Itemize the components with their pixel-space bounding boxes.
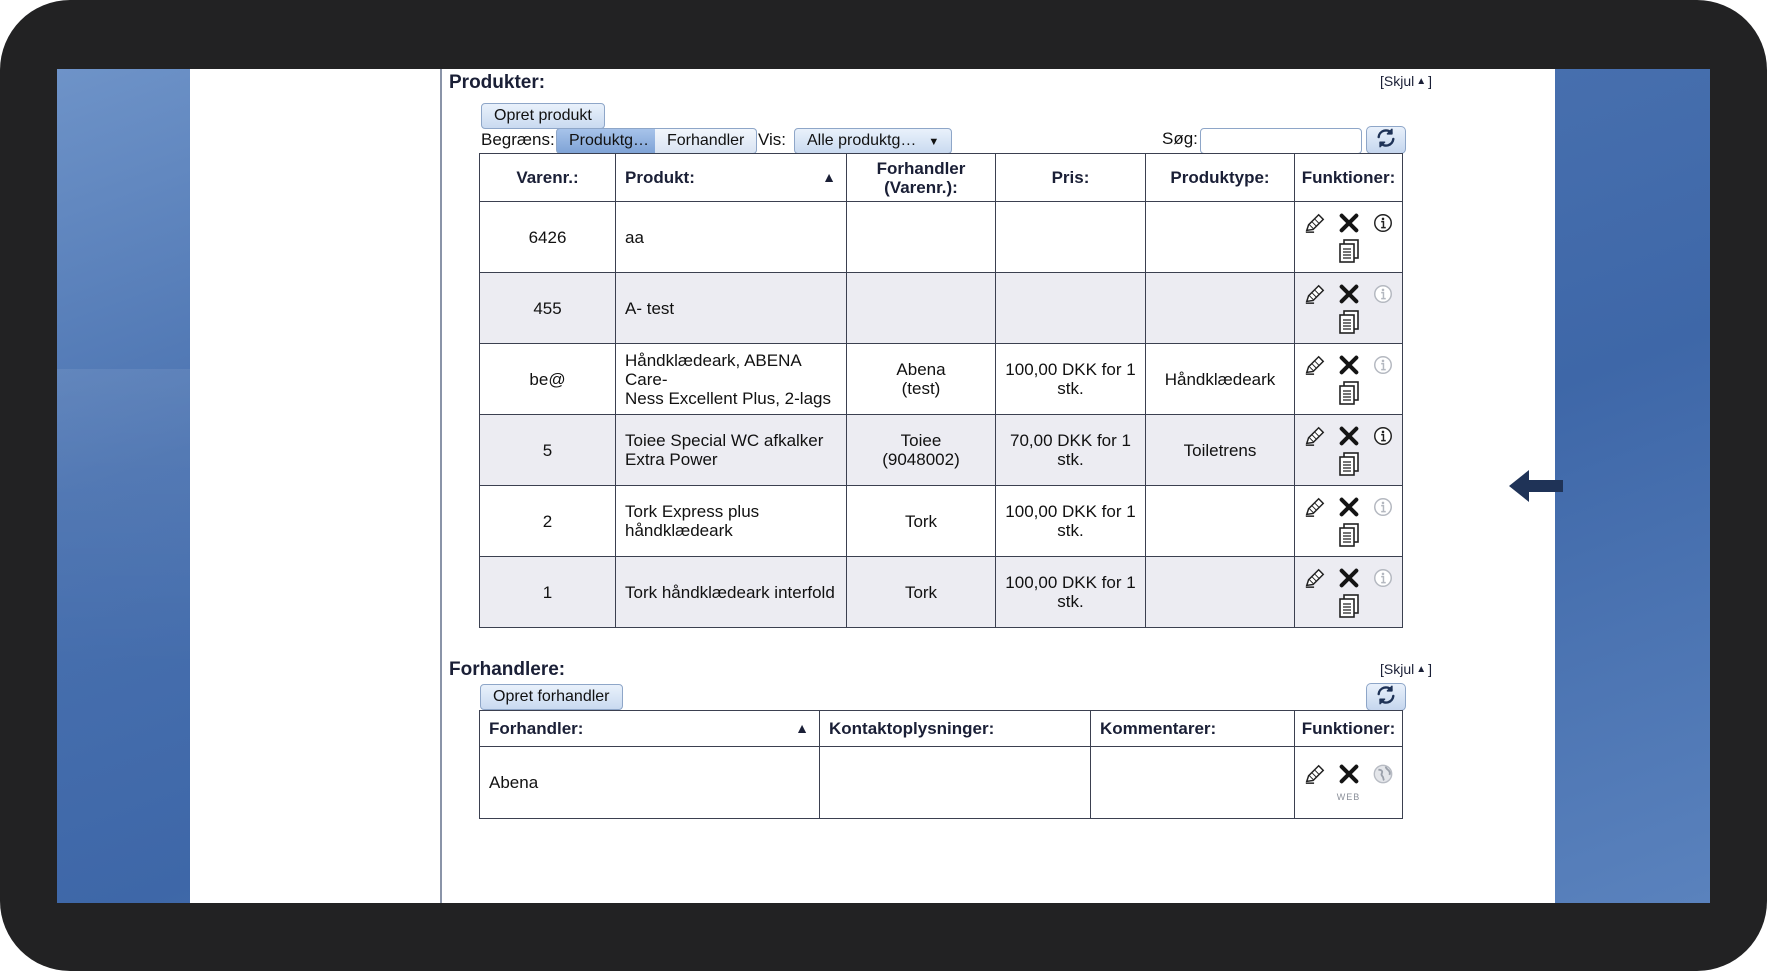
row-produktype: Toiletrens bbox=[1146, 415, 1295, 486]
delete-icon[interactable] bbox=[1337, 353, 1361, 377]
row-produktype bbox=[1146, 486, 1295, 557]
col-produkt[interactable] bbox=[616, 154, 847, 202]
limit-dealer[interactable]: Forhandler bbox=[655, 128, 757, 154]
view-select[interactable] bbox=[794, 128, 952, 154]
row-varenr: 5 bbox=[480, 415, 616, 486]
delete-icon[interactable] bbox=[1337, 282, 1361, 306]
row-varenr: 6426 bbox=[480, 202, 616, 273]
col-dealer-funktioner: Funktioner: bbox=[1295, 711, 1403, 747]
dealers-table bbox=[479, 710, 1403, 819]
info-icon[interactable] bbox=[1371, 282, 1395, 306]
col-produkt-label: Produkt: bbox=[625, 168, 695, 187]
sort-ascending-icon: ▲ bbox=[795, 720, 809, 736]
search-input[interactable] bbox=[1200, 128, 1362, 154]
desktop-background bbox=[57, 69, 1710, 903]
row-pris-line1: 100,00 DKK for 1 bbox=[1005, 573, 1136, 592]
row-produkt bbox=[616, 202, 847, 273]
dealer-name: Abena bbox=[480, 747, 820, 819]
row-forhandler bbox=[847, 415, 996, 486]
col-pris[interactable]: Pris: bbox=[996, 154, 1146, 202]
row-pris bbox=[996, 557, 1146, 628]
row-produktype bbox=[1146, 273, 1295, 344]
col-forhandler-name[interactable] bbox=[480, 711, 820, 747]
row-produkt-line2: Extra Power bbox=[625, 450, 718, 469]
row-produkt bbox=[616, 344, 847, 415]
edit-icon[interactable] bbox=[1303, 282, 1327, 306]
chevron-down-icon: ▼ bbox=[928, 136, 940, 148]
hide-label: [Skjul bbox=[1380, 73, 1415, 89]
row-pris bbox=[996, 415, 1146, 486]
row-functions bbox=[1295, 557, 1403, 628]
row-produkt-line1: Toiee Special WC afkalker bbox=[625, 431, 824, 450]
col-forhandler[interactable] bbox=[847, 154, 996, 202]
product-row[interactable] bbox=[480, 557, 1403, 628]
col-forhandler-name-label: Forhandler: bbox=[489, 719, 584, 738]
row-functions bbox=[1295, 202, 1403, 273]
row-varenr: be@ bbox=[480, 344, 616, 415]
delete-icon[interactable] bbox=[1337, 495, 1361, 519]
row-produkt bbox=[616, 415, 847, 486]
copy-icon[interactable] bbox=[1337, 452, 1361, 476]
row-forhandler-line2: (9048002) bbox=[882, 450, 960, 469]
product-row[interactable] bbox=[480, 273, 1403, 344]
forhandlere-title: Forhandlere: bbox=[449, 659, 566, 680]
row-pris-line2: stk. bbox=[1057, 450, 1084, 469]
col-varenr[interactable]: Varenr.: bbox=[480, 154, 616, 202]
info-icon[interactable] bbox=[1371, 424, 1395, 448]
row-pris-line2: stk. bbox=[1057, 592, 1084, 611]
row-functions bbox=[1295, 486, 1403, 557]
row-forhandler bbox=[847, 273, 996, 344]
info-icon[interactable] bbox=[1371, 566, 1395, 590]
produkter-title: Produkter: bbox=[449, 72, 546, 93]
row-produkt-line2: håndklædeark bbox=[625, 521, 733, 540]
row-pris-line1: 100,00 DKK for 1 bbox=[1005, 502, 1136, 521]
copy-icon[interactable] bbox=[1337, 239, 1361, 263]
dealer-functions bbox=[1295, 747, 1403, 819]
delete-icon[interactable] bbox=[1337, 424, 1361, 448]
row-pris-line2: stk. bbox=[1057, 379, 1084, 398]
row-produkt-line1: Tork håndklædeark interfold bbox=[625, 582, 835, 602]
row-functions bbox=[1295, 273, 1403, 344]
edit-icon[interactable] bbox=[1303, 424, 1327, 448]
limit-product-group[interactable]: Produktg… bbox=[556, 128, 662, 154]
product-row[interactable] bbox=[480, 202, 1403, 273]
content-page bbox=[442, 69, 1555, 903]
delete-icon[interactable] bbox=[1337, 762, 1361, 786]
view-select-value: Alle produktg… bbox=[807, 132, 917, 149]
hide-label: [Skjul bbox=[1380, 661, 1415, 677]
row-produktype: Håndklædeark bbox=[1146, 344, 1295, 415]
left-panel bbox=[190, 69, 440, 903]
row-forhandler-line1: Toiee bbox=[900, 431, 942, 450]
col-forhandler-line1: Forhandler bbox=[876, 158, 966, 178]
row-produkt-line1: A- test bbox=[625, 298, 675, 318]
edit-icon[interactable] bbox=[1303, 353, 1327, 377]
row-pris bbox=[996, 273, 1146, 344]
search-label: Søg: bbox=[1162, 129, 1198, 148]
row-varenr: 455 bbox=[480, 273, 616, 344]
products-table bbox=[479, 153, 1403, 628]
row-functions bbox=[1295, 344, 1403, 415]
edit-icon[interactable] bbox=[1303, 211, 1327, 235]
row-produkt-line1: Tork Express plus bbox=[625, 502, 760, 521]
create-dealer-button[interactable]: Opret forhandler bbox=[480, 684, 623, 710]
row-forhandler bbox=[847, 486, 996, 557]
row-pris-line1: 70,00 DKK for 1 bbox=[1010, 431, 1131, 450]
collapse-up-icon: ▲ bbox=[1416, 75, 1427, 87]
row-pris-line2: stk. bbox=[1057, 521, 1084, 540]
edit-icon[interactable] bbox=[1303, 762, 1327, 786]
row-produkt bbox=[616, 486, 847, 557]
product-row[interactable] bbox=[480, 486, 1403, 557]
info-icon[interactable] bbox=[1371, 353, 1395, 377]
row-forhandler-line1: Tork bbox=[904, 582, 938, 602]
limit-label: Begræns: bbox=[481, 130, 555, 149]
row-produktype bbox=[1146, 202, 1295, 273]
row-varenr: 2 bbox=[480, 486, 616, 557]
web-label: WEB bbox=[1336, 792, 1361, 802]
row-functions bbox=[1295, 415, 1403, 486]
dealer-comments bbox=[1091, 747, 1295, 819]
create-product-button[interactable]: Opret produkt bbox=[481, 103, 605, 129]
info-icon[interactable] bbox=[1371, 495, 1395, 519]
row-pris bbox=[996, 202, 1146, 273]
delete-icon[interactable] bbox=[1337, 211, 1361, 235]
produkter-hide-toggle[interactable] bbox=[1380, 73, 1432, 89]
copy-icon[interactable] bbox=[1337, 381, 1361, 405]
product-row[interactable] bbox=[480, 415, 1403, 486]
col-kommentarer[interactable]: Kommentarer: bbox=[1091, 711, 1295, 747]
row-forhandler bbox=[847, 557, 996, 628]
row-forhandler-line2: (test) bbox=[901, 379, 941, 398]
row-pris bbox=[996, 486, 1146, 557]
row-produktype bbox=[1146, 557, 1295, 628]
edit-icon[interactable] bbox=[1303, 566, 1327, 590]
delete-icon[interactable] bbox=[1337, 566, 1361, 590]
dealer-row[interactable] bbox=[480, 747, 1403, 819]
collapse-up-icon: ▲ bbox=[1416, 663, 1427, 675]
edit-icon[interactable] bbox=[1303, 495, 1327, 519]
row-forhandler bbox=[847, 202, 996, 273]
copy-icon[interactable] bbox=[1337, 523, 1361, 547]
bracket-close: ] bbox=[1428, 661, 1433, 677]
sort-ascending-icon: ▲ bbox=[822, 169, 836, 185]
product-row[interactable] bbox=[480, 344, 1403, 415]
row-produkt bbox=[616, 273, 847, 344]
col-kontakt[interactable]: Kontaktoplysninger: bbox=[820, 711, 1091, 747]
refresh-icon bbox=[1375, 684, 1397, 711]
refresh-dealers-button[interactable] bbox=[1366, 683, 1406, 711]
bracket-close: ] bbox=[1428, 73, 1433, 89]
forhandlere-hide-toggle[interactable] bbox=[1380, 661, 1432, 677]
refresh-products-button[interactable] bbox=[1366, 126, 1406, 154]
copy-icon[interactable] bbox=[1337, 594, 1361, 618]
copy-icon[interactable] bbox=[1337, 310, 1361, 334]
info-icon[interactable] bbox=[1371, 211, 1395, 235]
dealer-contact bbox=[820, 747, 1091, 819]
row-produkt-line1: Håndklædeark, ABENA Care- bbox=[625, 350, 801, 389]
row-forhandler-line1: Tork bbox=[904, 511, 938, 531]
col-funktioner: Funktioner: bbox=[1295, 154, 1403, 202]
row-produkt-line2: Ness Excellent Plus, 2-lags bbox=[625, 388, 831, 408]
row-varenr: 1 bbox=[480, 557, 616, 628]
view-label: Vis: bbox=[758, 130, 787, 149]
row-produkt-line1: aa bbox=[625, 227, 644, 247]
row-pris bbox=[996, 344, 1146, 415]
row-forhandler bbox=[847, 344, 996, 415]
refresh-icon bbox=[1375, 127, 1397, 154]
row-pris-line1: 100,00 DKK for 1 bbox=[1005, 360, 1136, 379]
row-produkt bbox=[616, 557, 847, 628]
globe-icon[interactable] bbox=[1371, 762, 1395, 786]
col-produktype[interactable]: Produktype: bbox=[1146, 154, 1295, 202]
col-forhandler-line2: (Varenr.): bbox=[884, 177, 958, 197]
pointer-arrow-icon bbox=[1507, 468, 1565, 504]
row-forhandler-line1: Abena bbox=[896, 360, 946, 379]
